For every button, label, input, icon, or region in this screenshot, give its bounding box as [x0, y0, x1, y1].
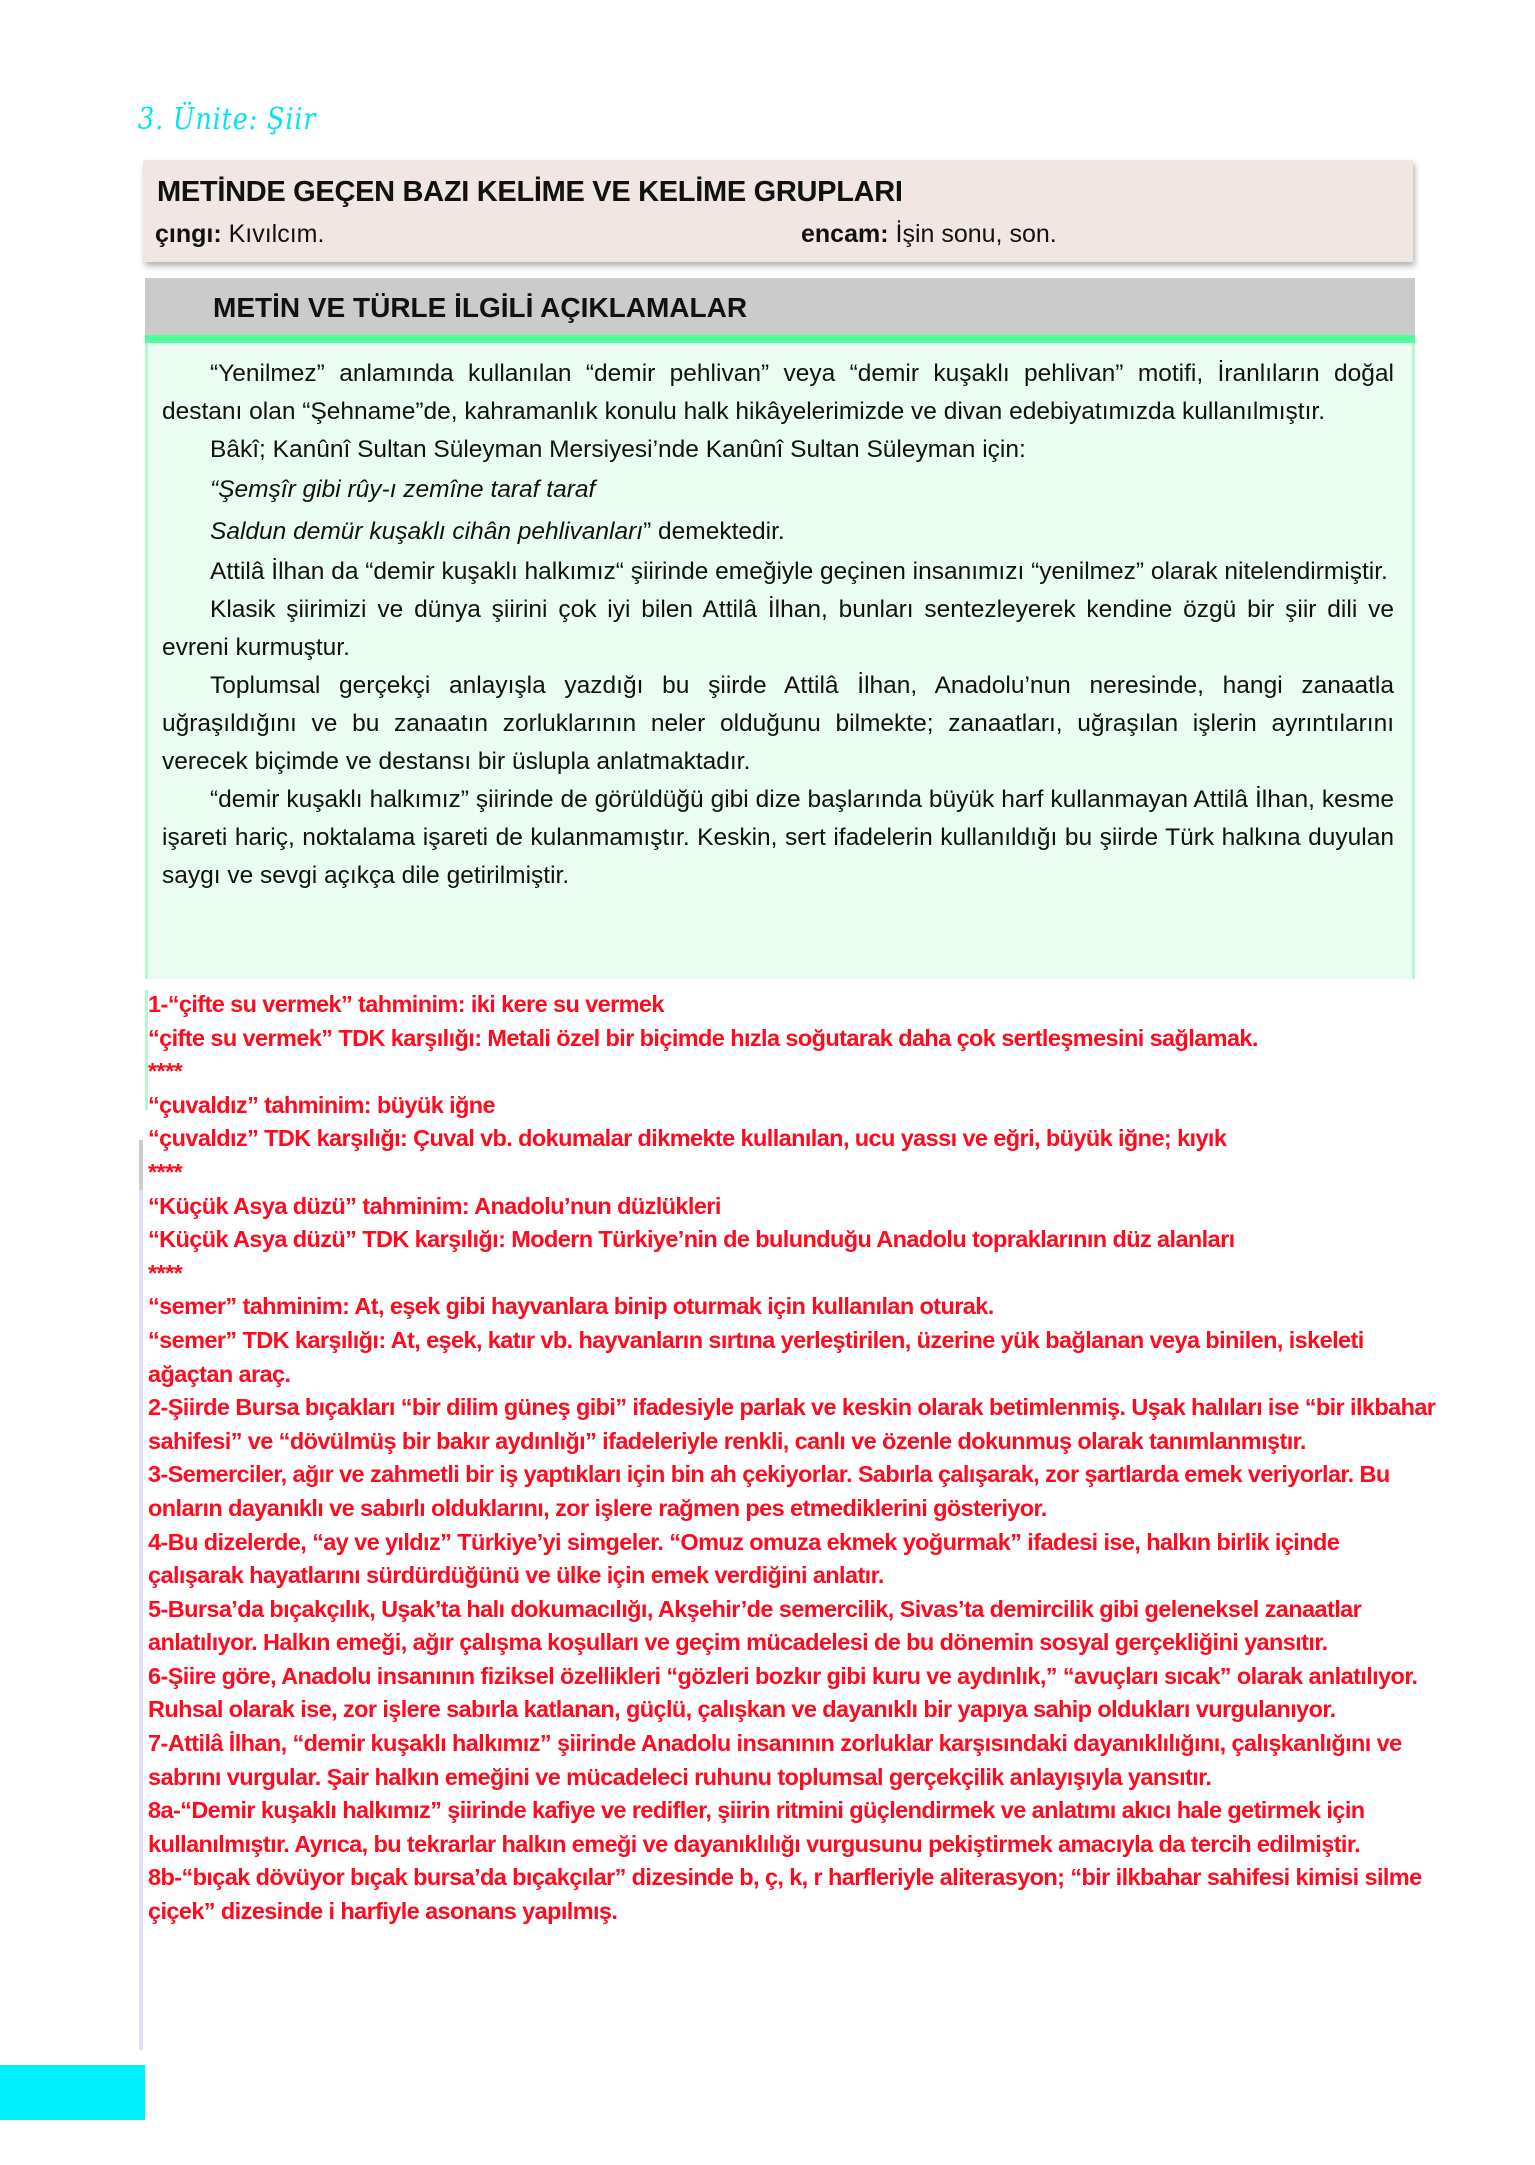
answers-section	[148, 988, 1438, 1929]
poem-text: Saldun demür kuşaklı cihân pehlivanları	[210, 518, 644, 545]
vocab-term: encam:	[801, 220, 889, 248]
answer-line: 8a-“Demir kuşaklı halkımız” şiirinde kafiye ve redifler, şiirin ritmini güçlendirmek ve anlatımı akıcı hale getirmek için kullanılmıştır. Ayrıca, bu tekrarlar halkın emeği ve dayanıklılığı vurgusunu pekiştirmek amacıyla da tercih edilmiştir.	[148, 1797, 1365, 1857]
answer-line: 6-Şiire göre, Anadolu insanının fiziksel özellikleri “gözleri bozkır gibi kuru ve aydınlık,” “avuçları sıcak” olarak anlatılıyor. Ruhsal olarak ise, zor işlere sabırla katlanan, güçlü, çalışkan ve dayanıklı bir yapıya sahip oldukları vurgulanıyor.	[148, 1662, 1418, 1723]
answer-line: ****	[148, 1158, 183, 1185]
poem-line	[162, 469, 1394, 511]
answer-line: ****	[148, 1058, 183, 1085]
answer-line: 3-Semerciler, ağır ve zahmetli bir iş yaptıkları için bin ah çekiyorlar. Sabırla çalışarak, zor şartlarda emek veriyorlar. Bu onların dayanıklı ve sabırlı olduklarını, zor işlere rağmen pes etmediklerini gösteriyor.	[148, 1461, 1390, 1521]
answer-line: “semer” tahminim: At, eşek gibi hayvanlara binip oturmak için kullanılan oturak.	[148, 1293, 994, 1320]
answer-line: “semer” TDK karşılığı: At, eşek, katır vb. hayvanların sırtına yerleştirilen, üzerine yük bağlanan veya binilen, iskeleti ağaçtan araç.	[148, 1326, 1364, 1387]
vocab-term: çıngı:	[155, 220, 222, 248]
vocabulary-title: METİNDE GEÇEN BAZI KELİME VE KELİME GRUPLARI	[157, 176, 903, 208]
answer-line: 8b-“bıçak dövüyor bıçak bursa’da bıçakçılar” dizesinde b, ç, k, r harfleriyle aliterasyon; “bir ilkbahar sahifesi kimisi silme çiçek” dizesinde i harfiyle asonans yapılmış.	[148, 1864, 1422, 1925]
explanations-header	[145, 278, 1415, 343]
answer-line: “Küçük Asya düzü” TDK karşılığı: Modern Türkiye’nin de bulunduğu Anadolu topraklarının düz alanları	[148, 1226, 1235, 1253]
explanations-body	[145, 343, 1415, 979]
vocabulary-box	[143, 160, 1413, 262]
answer-line: 2-Şiirde Bursa bıçakları “bir dilim güneş gibi” ifadesiyle parlak ve keskin olarak betimlenmiş. Uşak halıları ise “bir ilkbahar sahifesi” ve “dövülmüş bir bakır aydınlığı” ifadeleriyle renkli, canlı ve özenle dokunmuş olarak tanımlanmıştır.	[148, 1394, 1436, 1454]
explanations-box	[145, 278, 1415, 979]
paragraph: Bâkî; Kanûnî Sultan Süleyman Mersiyesi’nde Kanûnî Sultan Süleyman için:	[210, 436, 1026, 463]
answer-line: 1-“çifte su vermek” tahminim: iki kere su vermek	[148, 991, 664, 1017]
margin-marker	[139, 1140, 143, 1190]
answer-line: 7-Attilâ İlhan, “demir kuşaklı halkımız” şiirinde Anadolu insanının zorluklar karşısındaki dayanıklılığını, çalışkanlığını ve sabrını vurgular. Şair halkın emeğini ve mücadeleci ruhunu toplumsal gerçekçilik anlayışıyla yansıtır.	[148, 1730, 1402, 1790]
paragraph: “demir kuşaklı halkımız” şiirinde de görüldüğü gibi dize başlarında büyük harf kullanmayan Attilâ İlhan, kesme işareti hariç, noktalama işareti de kulanmamıştır. Keskin, sert ifadelerin kullanıldığı bu şiirde Türk halkına duyulan saygı ve sevgi açıkça dile getirilmiştir.	[162, 786, 1394, 889]
paragraph: Attilâ İlhan da “demir kuşaklı halkımız“ şiirinde emeğiyle geçinen insanımızı “yenilmez” olarak nitelendirmiştir.	[210, 558, 1388, 585]
answer-line: “çifte su vermek” TDK karşılığı: Metali özel bir biçimde hızla soğutarak daha çok sertleşmesini sağlamak.	[148, 1024, 1258, 1051]
paragraph: Toplumsal gerçekçi anlayışla yazdığı bu şiirde Attilâ İlhan, Anadolu’nun neresinde, hangi zanaatla uğraşıldığını ve bu zanaatın zorluklarının neler olduğunu bilmekte; zanaatları, uğraşılan işlerin ayrıntılarını verecek biçimde ve destansı bir üslupla anlatmaktadır.	[162, 672, 1394, 775]
answer-line: “çuvaldız” TDK karşılığı: Çuval vb. dokumalar dikmekte kullanılan, ucu yassı ve eğri, büyük iğne; kıyık	[148, 1125, 1227, 1152]
answer-line: “çuvaldız” tahminim: büyük iğne	[148, 1091, 496, 1118]
answer-line: “Küçük Asya düzü” tahminim: Anadolu’nun düzlükleri	[148, 1192, 721, 1219]
poem-line	[162, 511, 1394, 553]
margin-line	[139, 1190, 143, 2050]
answer-line: 4-Bu dizelerde, “ay ve yıldız” Türkiye’yi simgeler. “Omuz omuza ekmek yoğurmak” ifadesi ise, halkın birlik içinde çalışarak hayatlarını sürdürdüğünü ve ülke için emek verdiğini anlatır.	[148, 1528, 1340, 1589]
paragraph: Klasik şiirimizi ve dünya şiirini çok iyi bilen Attilâ İlhan, bunları sentezleyerek kendine özgü bir şiir dili ve evreni kurmuştur.	[162, 596, 1394, 661]
answer-line: ****	[148, 1259, 183, 1286]
poem-tail: ” demektedir.	[643, 518, 785, 545]
unit-title: 3. Ünite: Şiir	[138, 102, 317, 137]
vocab-item	[801, 220, 1057, 249]
vocab-meaning: Kıvılcım.	[221, 220, 325, 248]
answer-line: 5-Bursa’da bıçakçılık, Uşak’ta halı dokumacılığı, Akşehir’de semercilik, Sivas’ta demircilik gibi geleneksel zanaatlar anlatılıyor. Halkın emeği, ağır çalışma koşulları ve geçim mücadelesi de bu dönemin sosyal gerçekliğini yansıtır.	[148, 1595, 1362, 1656]
explanations-title: METİN VE TÜRLE İLGİLİ AÇIKLAMALAR	[213, 292, 748, 323]
page-number-tab	[0, 2065, 145, 2120]
poem-text: “Şemşîr gibi rûy-ı zemîne taraf taraf	[210, 476, 596, 503]
vocab-item	[155, 220, 324, 249]
vocab-meaning: İşin sonu, son.	[888, 220, 1057, 248]
paragraph: “Yenilmez” anlamında kullanılan “demir pehlivan” veya “demir kuşaklı pehlivan” motifi, İranlıların doğal destanı olan “Şehname”de, kahramanlık konulu halk hikâyelerimizde ve divan edebiyatımızda kullanılmıştır.	[162, 360, 1394, 425]
